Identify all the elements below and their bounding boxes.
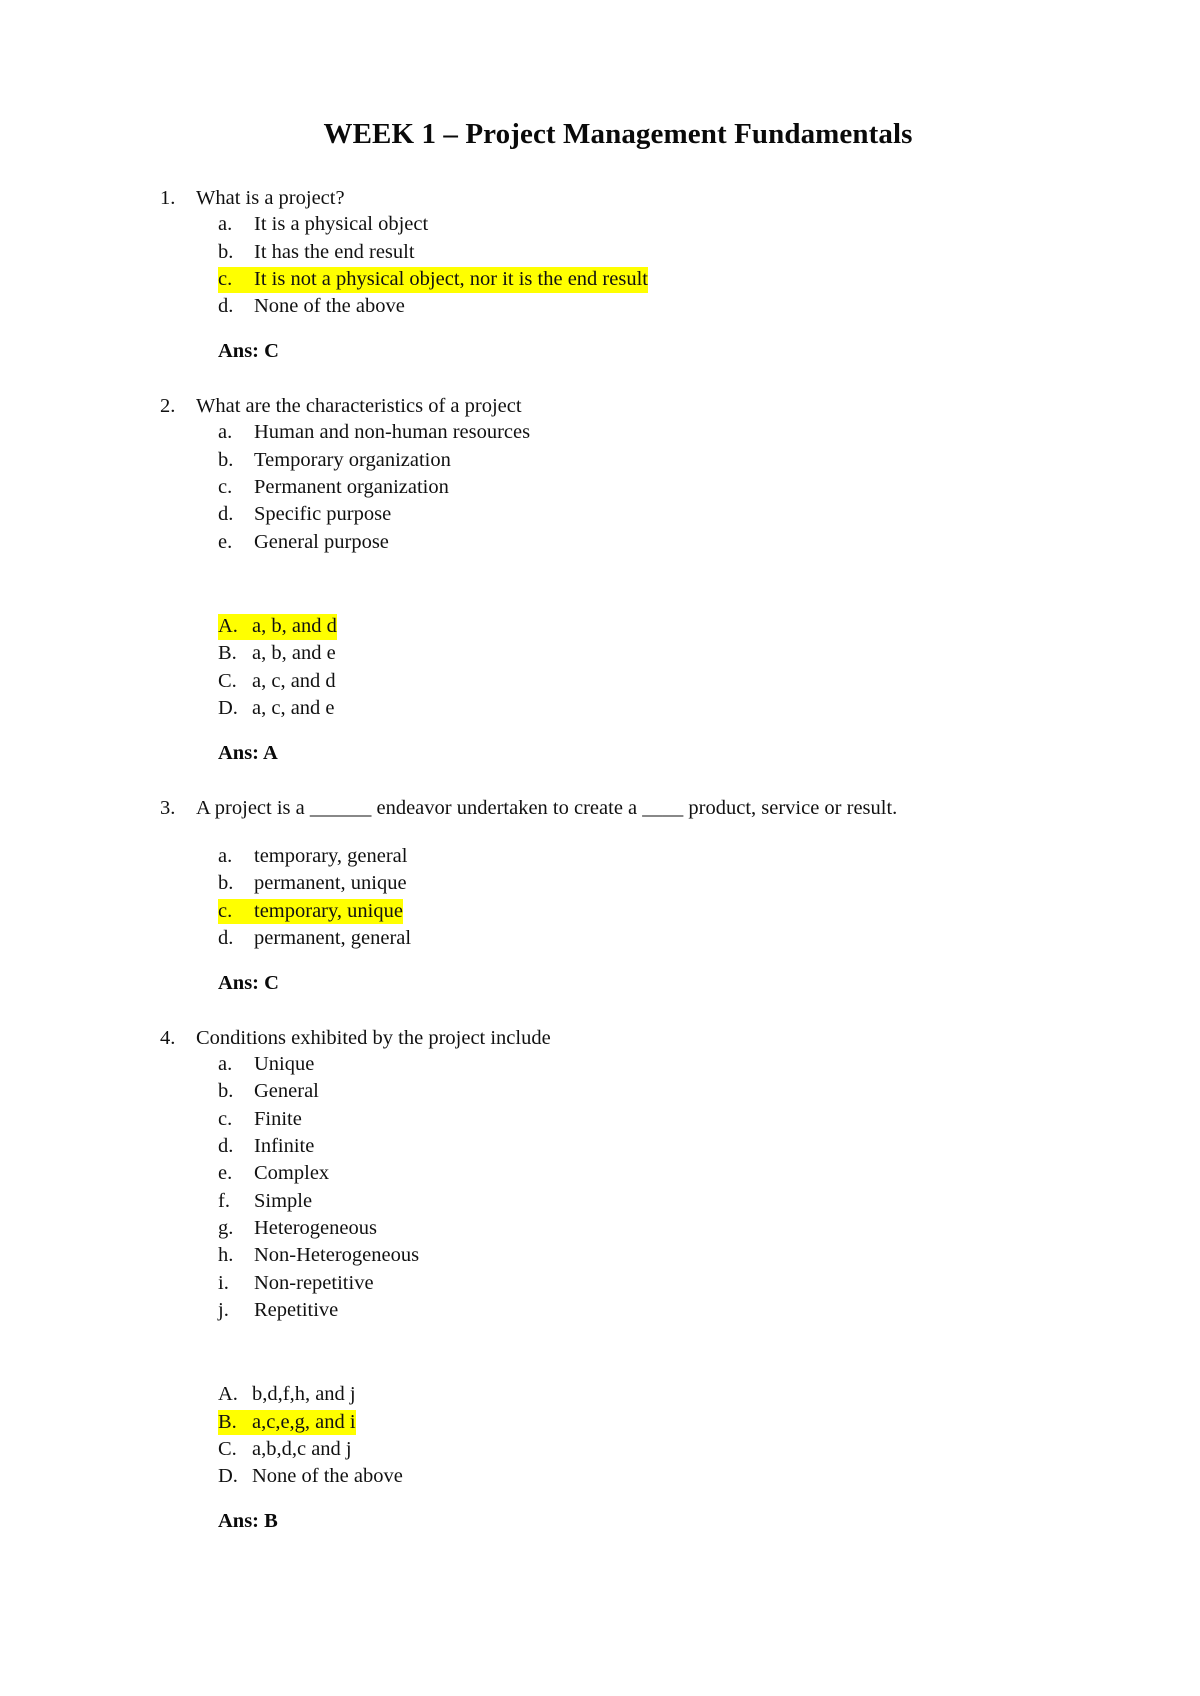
option-list: [150, 844, 1050, 952]
option-label: d.: [218, 926, 234, 949]
option-row[interactable]: [150, 1298, 1050, 1324]
option-label: e.: [218, 1162, 233, 1185]
option-text: Infinite: [254, 1135, 315, 1157]
option-text: permanent, unique: [254, 872, 407, 895]
option-row[interactable]: [150, 240, 1050, 266]
choice-label: B.: [218, 1410, 252, 1436]
choice-row[interactable]: [150, 669, 1050, 695]
choice-row[interactable]: [150, 641, 1050, 667]
choice-row[interactable]: [150, 1437, 1050, 1463]
option-label: e.: [218, 530, 233, 553]
choice-label: A.: [218, 614, 252, 640]
option-label: h.: [218, 1244, 234, 1267]
option-text: Unique: [254, 1053, 315, 1076]
option-text: General: [254, 1080, 319, 1103]
choice-label: D.: [218, 1465, 238, 1488]
answer-line: Ans: C: [218, 340, 279, 363]
question-row: [160, 1025, 1050, 1051]
question-row: [160, 795, 1050, 821]
option-row[interactable]: [150, 871, 1050, 897]
option-row[interactable]: [150, 1079, 1050, 1105]
question-number: 4.: [160, 1026, 176, 1049]
blank-spacer: [150, 821, 1050, 843]
question-row: [160, 393, 1050, 419]
option-label: d.: [218, 1135, 234, 1157]
option-text: temporary, general: [254, 844, 408, 867]
option-label: a.: [218, 1053, 233, 1076]
option-label: j.: [218, 1298, 229, 1321]
choice-row-highlighted[interactable]: [150, 614, 1050, 640]
question-text: Conditions exhibited by the project include: [196, 1026, 551, 1049]
question-number: 1.: [160, 187, 176, 209]
option-label: c.: [218, 899, 254, 925]
option-text: General purpose: [254, 530, 389, 553]
option-text: temporary, unique: [254, 899, 403, 925]
question-block-1: [150, 185, 1050, 363]
option-label: c.: [218, 475, 233, 498]
answer-line: Ans: C: [218, 971, 279, 994]
answer-line: Ans: B: [218, 1510, 278, 1533]
option-row[interactable]: [150, 1107, 1050, 1133]
question-block-2: [150, 393, 1050, 765]
option-row[interactable]: [150, 420, 1050, 446]
option-row[interactable]: [150, 294, 1050, 320]
option-text: Complex: [254, 1162, 330, 1185]
option-row[interactable]: [150, 926, 1050, 952]
option-row[interactable]: [150, 212, 1050, 238]
option-text: It has the end result: [254, 240, 415, 263]
option-label: g.: [218, 1216, 234, 1239]
choice-row[interactable]: [150, 696, 1050, 722]
option-row[interactable]: [150, 1243, 1050, 1269]
option-text: Heterogeneous: [254, 1216, 377, 1239]
option-row[interactable]: [150, 475, 1050, 501]
option-text: permanent, general: [254, 926, 412, 949]
option-row[interactable]: [150, 1271, 1050, 1297]
question-text: What is a project?: [196, 187, 345, 209]
option-label: f.: [218, 1189, 230, 1212]
choice-text: a, c, and e: [252, 696, 335, 719]
section-spacer: [150, 765, 1050, 795]
option-label: a.: [218, 844, 233, 867]
option-list: [150, 1052, 1050, 1324]
choice-list: [150, 1382, 1050, 1490]
answer-line: Ans: A: [218, 741, 278, 764]
section-spacer: [150, 363, 1050, 393]
option-text: Permanent organization: [254, 475, 449, 498]
question-text: What are the characteristics of a project: [196, 395, 522, 418]
question-block-4: [150, 1025, 1050, 1533]
choice-list: [150, 614, 1050, 722]
option-row[interactable]: [150, 502, 1050, 528]
option-label: a.: [218, 213, 233, 236]
option-label: b.: [218, 872, 234, 895]
option-text: None of the above: [254, 295, 405, 318]
question-block-3: [150, 795, 1050, 995]
option-list: [150, 212, 1050, 320]
option-row[interactable]: [150, 530, 1050, 556]
option-row-highlighted[interactable]: [150, 267, 1050, 293]
option-row[interactable]: [150, 844, 1050, 870]
option-row[interactable]: [150, 1161, 1050, 1187]
question-row: [160, 185, 1050, 211]
choice-label: C.: [218, 669, 237, 692]
choice-text: None of the above: [252, 1465, 403, 1488]
choice-label: D.: [218, 696, 238, 719]
option-label: b.: [218, 240, 234, 263]
question-number: 3.: [160, 796, 176, 819]
option-text: Finite: [254, 1107, 302, 1130]
page-title: WEEK 1 – Project Management Fundamentals: [323, 118, 913, 150]
choice-label: A.: [218, 1383, 238, 1406]
option-label: a.: [218, 421, 233, 444]
choice-text: a,b,d,c and j: [252, 1437, 352, 1460]
option-text: Non-Heterogeneous: [254, 1244, 420, 1267]
choice-row[interactable]: [150, 1382, 1050, 1408]
blank-spacer: [150, 1325, 1050, 1381]
option-row[interactable]: [150, 1134, 1050, 1160]
option-text: Repetitive: [254, 1298, 339, 1321]
option-text: Human and non-human resources: [254, 421, 531, 444]
option-row[interactable]: [150, 448, 1050, 474]
option-text: It is not a physical object, nor it is the end result: [254, 267, 648, 293]
option-row[interactable]: [150, 1189, 1050, 1215]
option-row[interactable]: [150, 1216, 1050, 1242]
option-text: Simple: [254, 1189, 313, 1212]
choice-text: a, b, and d: [252, 614, 337, 640]
option-label: b.: [218, 1080, 234, 1103]
option-list: [150, 420, 1050, 555]
option-label: i.: [218, 1271, 229, 1294]
choice-text: a, b, and e: [252, 642, 336, 665]
option-row[interactable]: [150, 1052, 1050, 1078]
option-label: c.: [218, 1107, 233, 1130]
option-row-highlighted[interactable]: [150, 899, 1050, 925]
blank-spacer: [150, 557, 1050, 613]
choice-text: b,d,f,h, and j: [252, 1383, 356, 1406]
choice-row[interactable]: [150, 1464, 1050, 1490]
option-text: Non-repetitive: [254, 1271, 374, 1294]
option-text: Temporary organization: [254, 448, 451, 471]
choice-label: C.: [218, 1437, 237, 1460]
question-text: A project is a ______ endeavor undertaken to create a ____ product, service or result.: [196, 796, 898, 819]
option-label: d.: [218, 295, 234, 318]
question-number: 2.: [160, 395, 176, 418]
option-label: c.: [218, 267, 254, 293]
option-label: b.: [218, 448, 234, 471]
choice-text: a,c,e,g, and i: [252, 1410, 356, 1436]
choice-row-highlighted[interactable]: [150, 1410, 1050, 1436]
section-spacer: [150, 995, 1050, 1025]
choice-text: a, c, and d: [252, 669, 336, 692]
option-text: Specific purpose: [254, 503, 392, 526]
option-label: d.: [218, 503, 234, 526]
option-text: It is a physical object: [254, 213, 429, 236]
choice-label: B.: [218, 642, 237, 665]
